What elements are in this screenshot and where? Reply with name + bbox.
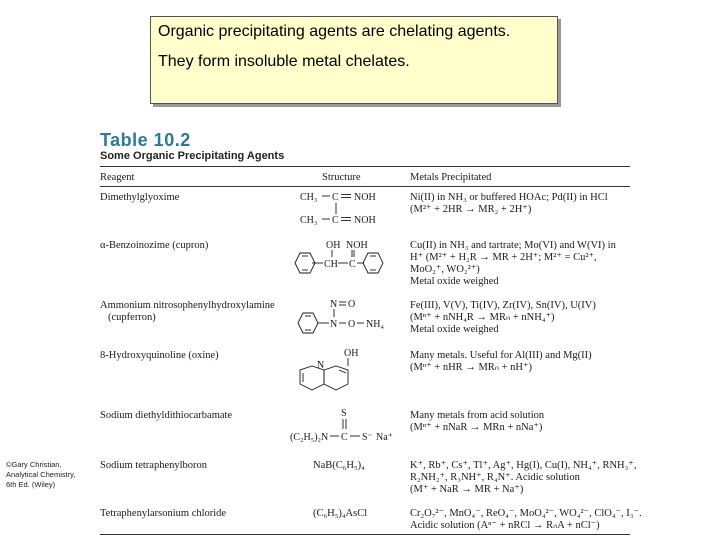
struct-label: C <box>332 215 339 226</box>
table-title: Some Organic Precipitating Agents <box>100 150 285 162</box>
table-bottom-rule <box>100 534 630 535</box>
metals-line: Cr₂O₇²⁻, MnO₄⁻, ReO₄⁻, MoO₄²⁻, WO₄²⁻, ClO₄⁻, I₃⁻. <box>410 508 642 519</box>
oxine-structure <box>300 346 380 398</box>
struct-label: NOH <box>354 192 376 203</box>
struct-label: OH <box>326 240 341 251</box>
cupron-structure <box>288 236 392 286</box>
struct-label: O <box>348 299 356 310</box>
reagent-benzoinoxime: α-Benzoinozime (cupron) <box>100 240 209 251</box>
dimethylglyoxime-structure <box>300 190 390 230</box>
reagent-tpas: Tetraphenylarsonium chloride <box>100 508 227 519</box>
header-metals: Metals Precipitated <box>410 172 492 183</box>
struct-label: N <box>330 319 338 330</box>
struct-label: Na⁺ <box>376 432 393 443</box>
dtc-structure <box>290 406 400 448</box>
tpas-formula: (C₆H₅)₄AsCl <box>313 508 368 519</box>
struct-label: (C₂H₅)₂N <box>290 432 329 443</box>
metals-line: (Mⁿ⁺ + nNaR → MRn + nNa⁺) <box>410 422 543 433</box>
reagent-cupferron-alias: (cupferron) <box>108 312 156 323</box>
table-number: Table 10.2 <box>100 130 191 150</box>
metals-line: (Mⁿ⁺ + nHR → MRₙ + nH⁺) <box>410 362 533 373</box>
callout-line-2: They form insoluble metal chelates. <box>158 53 410 70</box>
struct-label: S <box>341 408 347 419</box>
metals-line: Many metals from acid solution <box>410 410 545 421</box>
header-reagent: Reagent <box>100 172 135 183</box>
metals-line: Metal oxide weighed <box>410 324 499 335</box>
struct-label: CH <box>324 259 338 270</box>
struct-label: N <box>330 299 338 310</box>
struct-label: C <box>341 432 348 443</box>
struct-label: C <box>349 259 356 270</box>
metals-line: Ni(II) in NH₃ or buffered HOAc; Pd(II) in HCl <box>410 192 608 203</box>
struct-label: C <box>332 192 339 203</box>
credit-line: 6th Ed. (Wiley) <box>6 480 56 489</box>
metals-line: Acidic solution (Aⁿ⁻ + nRCl → RₙA + nCl⁻) <box>410 520 600 531</box>
struct-label: CH₃ <box>300 215 318 226</box>
metals-line: (M⁺ + NaR → MR + Na⁺) <box>410 484 524 495</box>
table-top-rule <box>100 166 630 167</box>
metals-line: Cu(II) in NH₃ and tartrate; Mo(VI) and W(VI) in <box>410 240 616 251</box>
reagent-oxine: 8-Hydroxyquinoline (oxine) <box>100 350 219 361</box>
struct-label: N <box>317 360 325 371</box>
metals-line: R₂NH₂⁺, R₃NH⁺, R₄N⁺. Acidic solution <box>410 472 580 483</box>
reagent-dtc: Sodium diethyldithiocarbamate <box>100 410 233 421</box>
reagent-cupferron: Ammonium nitrosophenylhydroxylamine <box>100 300 275 311</box>
metals-line: Fe(III), V(V), Ti(IV), Zr(IV), Sn(IV), U(IV) <box>410 300 596 311</box>
tpb-formula: NaB(C₆H₅)₄ <box>313 460 365 471</box>
reagent-dimethylglyoxime: Dimethylglyoxime <box>100 192 180 203</box>
callout-line-1: Organic precipitating agents are chelating agents. <box>158 23 511 40</box>
metals-line: Many metals. Useful for Al(III) and Mg(II) <box>410 350 592 361</box>
title-callout <box>150 16 558 104</box>
struct-label: CH₃ <box>300 192 318 203</box>
metals-line: (Mⁿ⁺ + nNH₄R → MRₙ + nNH₄⁺) <box>410 312 555 323</box>
reagent-tpb: Sodium tetraphenylboron <box>100 460 208 471</box>
struct-label: NOH <box>354 215 376 226</box>
metals-line: Metal oxide weighed <box>410 276 499 287</box>
cupferron-structure <box>292 296 392 344</box>
credit-line: ©Gary Christian, <box>6 460 62 469</box>
header-rule <box>100 186 630 187</box>
metals-line: K⁺, Rb⁺, Cs⁺, Tl⁺, Ag⁺, Hg(I), Cu(I), NH₄⁺, RNH₃⁺, <box>410 460 637 471</box>
credit-line: Analytical Chemistry, <box>6 470 76 479</box>
struct-label: OH <box>344 348 359 359</box>
metals-line: (M²⁺ + 2HR → MR₂ + 2H⁺) <box>410 204 532 215</box>
metals-line: MoO₂⁺, WO₂²⁺) <box>410 264 480 275</box>
struct-label: O <box>348 319 356 330</box>
copyright-credit <box>6 460 75 490</box>
metals-line: H⁺ (M²⁺ + H₂R → MR + 2H⁺; M²⁺ = Cu²⁺, <box>410 252 597 263</box>
struct-label: NH₄ <box>366 319 384 330</box>
header-structure: Structure <box>322 172 361 183</box>
struct-label: NOH <box>346 240 368 251</box>
struct-label: S⁻ <box>362 432 373 443</box>
